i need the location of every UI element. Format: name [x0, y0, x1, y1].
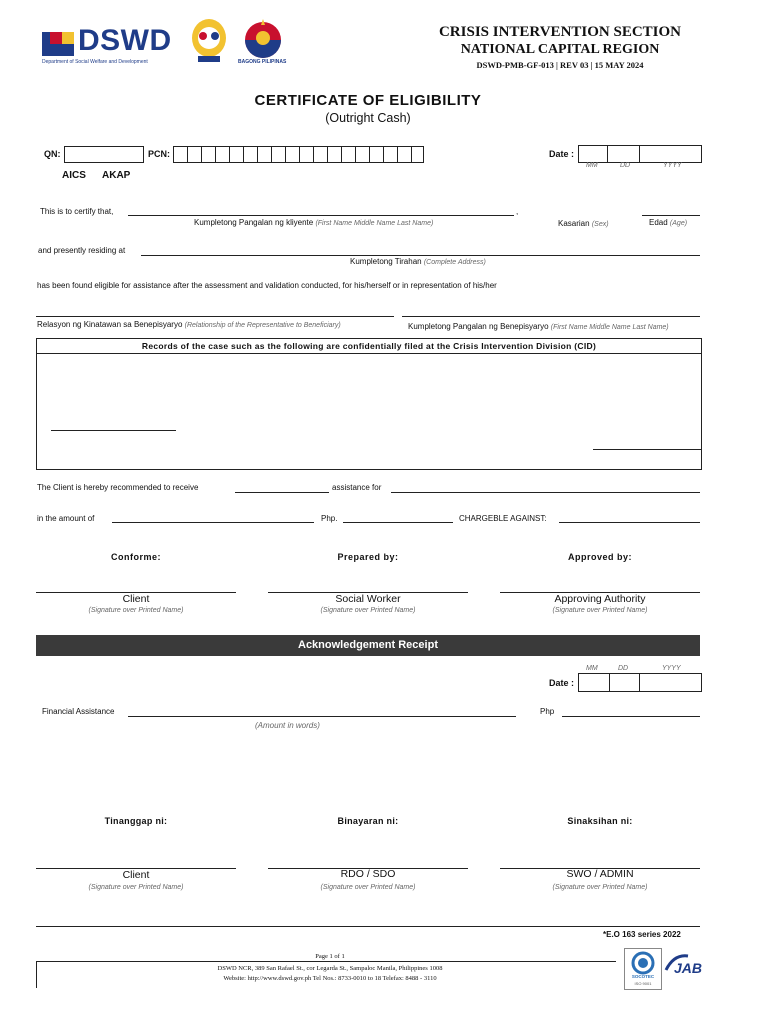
- eligible-text: has been found eligible for assistance after the assessment and validation conducted, for his/herself or in representation of his/her: [37, 281, 497, 290]
- assistance-type-field[interactable]: [235, 492, 329, 493]
- approving-hint: (Signature over Printed Name): [552, 607, 648, 614]
- age-field[interactable]: [642, 215, 700, 216]
- bagong-pilipinas-text: BAGONG PILIPINAS: [238, 59, 287, 65]
- footer-mid-rule: [36, 961, 616, 962]
- date-mm: MM: [586, 162, 598, 169]
- receipt-date-input[interactable]: [578, 673, 702, 692]
- form-code: DSWD-PMB-GF-013 | REV 03 | 15 MAY 2024: [476, 60, 644, 70]
- dswd-logo: [40, 26, 180, 70]
- residing-text: and presently residing at: [38, 246, 126, 255]
- sex-label: Kasarian (Sex): [558, 219, 609, 228]
- receipt-yyyy: YYYY: [662, 665, 681, 672]
- records-line-left[interactable]: [51, 430, 176, 431]
- amount-words-hint: (Amount in words): [255, 721, 320, 730]
- page-title: CERTIFICATE OF ELIGIBILITY: [254, 92, 482, 109]
- records-box: [36, 338, 702, 470]
- client-name-caption: Client: [122, 593, 150, 605]
- footer-top-rule: [36, 926, 700, 927]
- php-label: Php.: [321, 514, 338, 523]
- dswd-logo-text: DSWD: [78, 24, 172, 57]
- relationship-field[interactable]: [36, 316, 394, 317]
- qn-input[interactable]: [64, 146, 144, 163]
- address-label: Kumpletong Tirahan (Complete Address): [350, 257, 486, 266]
- bagong-pilipinas-icon: [238, 18, 288, 60]
- binayaran-heading: Binayaran ni:: [337, 816, 399, 826]
- client-name-field[interactable]: [128, 215, 514, 216]
- seal-logo: [190, 16, 228, 71]
- recommended-text: The Client is hereby recommended to receive: [37, 483, 199, 492]
- beneficiary-label: Kumpletong Pangalan ng Benepisyaryo (First Name Middle Name Last Name): [408, 322, 669, 331]
- amount-of-text: in the amount of: [37, 514, 95, 523]
- rdo-hint: (Signature over Printed Name): [320, 884, 416, 891]
- page-subtitle: (Outright Cash): [325, 111, 411, 125]
- receipt-php-field[interactable]: [562, 716, 700, 717]
- socotec-certification-icon: [625, 949, 661, 977]
- amount-field[interactable]: [112, 522, 314, 523]
- receipt-php-label: Php: [540, 707, 555, 716]
- approving-caption: Approving Authority: [554, 593, 646, 605]
- financial-label: Financial Assistance: [42, 707, 115, 716]
- social-worker-caption: Social Worker: [335, 593, 401, 605]
- rdo-caption: RDO / SDO: [340, 868, 396, 880]
- records-header: Records of the case such as the following are confidentially filed at the Crisis Intervention Division (CID): [37, 339, 701, 354]
- certify-text: This is to certify that,: [40, 207, 114, 216]
- social-worker-hint: (Signature over Printed Name): [320, 607, 416, 614]
- assistance-for-text: assistance for: [332, 483, 382, 492]
- region-title: NATIONAL CAPITAL REGION: [460, 42, 660, 57]
- bagong-pilipinas-logo: [238, 18, 288, 68]
- conforme-heading: Conforme:: [111, 552, 161, 562]
- relationship-label: Relasyon ng Kinatawan sa Benepisyaryo (Relationship of the Representative to Beneficiary): [37, 320, 341, 329]
- date-input[interactable]: [578, 145, 702, 163]
- tinanggap-heading: Tinanggap ni:: [104, 816, 168, 826]
- footer-left-bar: [36, 962, 37, 988]
- eo-note: *E.O 163 series 2022: [603, 930, 681, 939]
- jab-label: JAB: [674, 960, 703, 976]
- swo-hint: (Signature over Printed Name): [552, 884, 648, 891]
- jab-logo: [662, 952, 702, 988]
- comma: ,: [516, 207, 519, 216]
- section-title: CRISIS INTERVENTION SECTION: [438, 24, 682, 40]
- chargeble-label: CHARGEBLE AGAINST:: [459, 514, 547, 523]
- receipt-title-bar: Acknowledgement Receipt: [36, 635, 700, 656]
- page-number: Page 1 of 1: [315, 953, 345, 960]
- beneficiary-field[interactable]: [402, 316, 700, 317]
- records-line-right[interactable]: [593, 449, 701, 450]
- pcn-label: PCN:: [148, 149, 170, 159]
- qn-label: QN:: [44, 149, 61, 159]
- socotec-logo: [624, 948, 662, 990]
- date-label: Date :: [549, 149, 575, 159]
- prepared-heading: Prepared by:: [337, 552, 399, 562]
- footer-website: Website: http://www.dswd.gov.ph Tel Nos.: 8733-0010 to 18 Telefax: 8488 - 3110: [223, 975, 437, 982]
- socotec-sublabel: ISO 9001: [634, 981, 652, 986]
- socotec-label: SOCOTEC: [631, 974, 655, 979]
- receipt-date-label: Date :: [549, 678, 575, 688]
- footer-address: DSWD NCR, 389 San Rafael St., cor Legarda St., Sampaloc Manila, Philippines 1008: [217, 965, 443, 972]
- client-hint: (Signature over Printed Name): [88, 607, 184, 614]
- receipt-dd: DD: [618, 665, 629, 672]
- approved-heading: Approved by:: [567, 552, 632, 562]
- client-name-label: Kumpletong Pangalan ng kliyente (First Name Middle Name Last Name): [194, 218, 434, 227]
- swo-caption: SWO / ADMIN: [566, 868, 634, 880]
- sinaksihan-heading: Sinaksihan ni:: [567, 816, 633, 826]
- crisis-seal-icon: [190, 16, 228, 66]
- age-label: Edad (Age): [649, 218, 688, 227]
- receipt-client-hint: (Signature over Printed Name): [88, 884, 184, 891]
- aics-option[interactable]: AICS: [62, 170, 86, 181]
- financial-field[interactable]: [128, 716, 516, 717]
- date-dd: DD: [620, 162, 631, 169]
- header-block: [400, 24, 720, 70]
- receipt-mm: MM: [586, 665, 598, 672]
- dswd-logo-subtext: Department of Social Welfare and Development: [42, 59, 148, 65]
- address-field[interactable]: [141, 255, 700, 256]
- php-field[interactable]: [343, 522, 453, 523]
- akap-option[interactable]: AKAP: [102, 170, 131, 181]
- chargeble-field[interactable]: [559, 522, 700, 523]
- assistance-for-field[interactable]: [391, 492, 700, 493]
- date-yyyy: YYYY: [663, 162, 682, 169]
- receipt-client-caption: Client: [122, 869, 150, 881]
- pcn-input[interactable]: [173, 146, 424, 163]
